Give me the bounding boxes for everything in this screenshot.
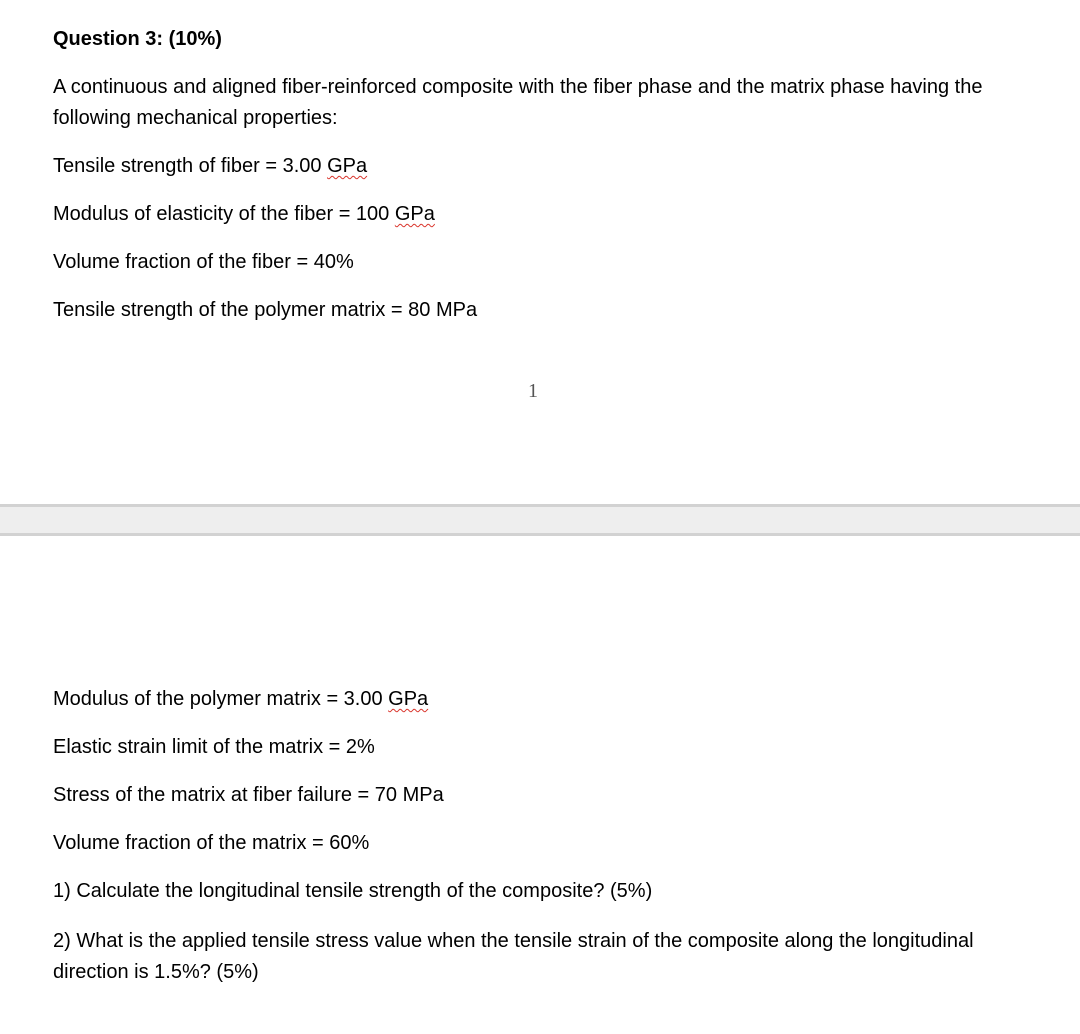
property-matrix-volume-fraction: Volume fraction of the matrix = 60% xyxy=(53,832,370,854)
question-intro: A continuous and aligned fiber-reinforced composite with the fiber phase and the matrix phase having the following mechanical properties: xyxy=(53,76,983,129)
property-fiber-tensile-strength: Tensile strength of fiber = 3.00 GPa xyxy=(53,155,368,177)
spellcheck-underline: GPa xyxy=(394,203,435,225)
property-matrix-modulus: Modulus of the polymer matrix = 3.00 GPa xyxy=(53,688,429,710)
document-page-2 xyxy=(0,536,1080,1034)
question-heading: Question 3: (10%) xyxy=(53,28,222,50)
page-number: 1 xyxy=(528,380,538,402)
property-fiber-volume-fraction: Volume fraction of the fiber = 40% xyxy=(53,251,354,273)
page-break-separator xyxy=(0,504,1080,536)
property-matrix-tensile-strength: Tensile strength of the polymer matrix = 80 MPa xyxy=(53,299,478,321)
question-part-1: 1) Calculate the longitudinal tensile strength of the composite? (5%) xyxy=(53,880,653,902)
spellcheck-underline: GPa xyxy=(388,688,429,710)
question-part-2: 2) What is the applied tensile stress value when the tensile strain of the composite along the longitudinal direction is 1.5%? (5%) xyxy=(53,930,974,983)
property-matrix-elastic-strain-limit: Elastic strain limit of the matrix = 2% xyxy=(53,736,375,758)
property-matrix-stress-at-fiber-failure: Stress of the matrix at fiber failure = 70 MPa xyxy=(53,784,444,806)
document-page-1 xyxy=(0,0,1080,504)
property-fiber-modulus: Modulus of elasticity of the fiber = 100 GPa xyxy=(53,203,435,225)
spellcheck-underline: GPa xyxy=(327,155,368,177)
